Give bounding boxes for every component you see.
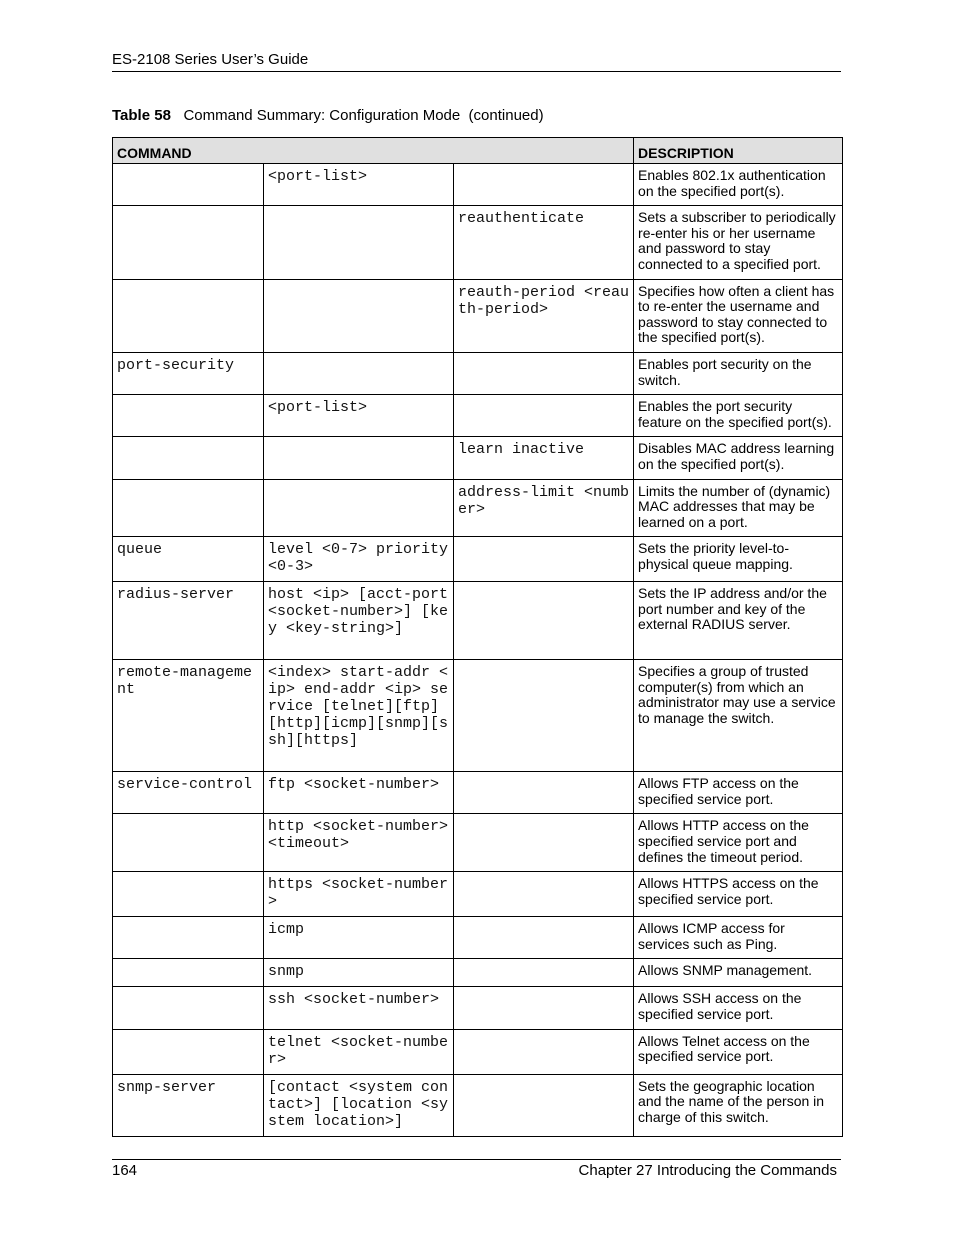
argument-cell: telnet <socket-number> [264,1029,454,1074]
subcommand-cell [454,987,634,1029]
subcommand-cell [454,917,634,959]
table-row [113,917,843,959]
description-cell: Limits the number of (dynamic) MAC addresses that may be learned on a port. [634,479,843,537]
subcommand-cell [454,164,634,206]
table-row [113,872,843,917]
argument-cell [264,479,454,537]
table-row [113,1029,843,1074]
table-row [113,352,843,394]
table-row [113,582,843,660]
argument-cell [264,206,454,279]
subcommand-cell: reauthenticate [454,206,634,279]
command-cell: port-security [113,352,264,394]
table-row [113,537,843,582]
command-cell: service-control [113,772,264,814]
description-cell: Sets the priority level-to-physical queue mapping. [634,537,843,582]
description-cell: Enables the port security feature on the specified port(s). [634,395,843,437]
command-summary-table [112,137,843,1137]
subcommand-cell: learn inactive [454,437,634,479]
argument-cell: level <0-7> priority <0-3> [264,537,454,582]
argument-cell: icmp [264,917,454,959]
subcommand-cell [454,395,634,437]
argument-cell: <port-list> [264,164,454,206]
argument-cell: http <socket-number> <timeout> [264,814,454,872]
table-caption [112,107,544,124]
table-caption-label: Table 58 [112,107,171,124]
command-cell [113,206,264,279]
command-cell: radius-server [113,582,264,660]
command-cell [113,395,264,437]
subcommand-cell [454,1029,634,1074]
table-row [113,437,843,479]
description-cell: Enables 802.1x authentication on the specified port(s). [634,164,843,206]
argument-cell: snmp [264,959,454,987]
argument-cell: <index> start-addr <ip> end-addr <ip> service [telnet][ftp][http][icmp][snmp][ssh][https] [264,660,454,772]
command-cell: remote-management [113,660,264,772]
description-cell: Allows ICMP access for services such as Ping. [634,917,843,959]
table-row [113,959,843,987]
description-cell: Allows Telnet access on the specified service port. [634,1029,843,1074]
description-cell: Disables MAC address learning on the specified port(s). [634,437,843,479]
header-rule [112,71,841,72]
table-row [113,279,843,352]
running-header: ES-2108 Series User’s Guide [112,51,309,68]
argument-cell [264,279,454,352]
subcommand-cell: reauth-period <reauth-period> [454,279,634,352]
description-cell: Specifies how often a client has to re-enter the username and password to stay connected to the specified port(s). [634,279,843,352]
argument-cell: <port-list> [264,395,454,437]
description-cell: Allows SSH access on the specified service port. [634,987,843,1029]
argument-cell [264,437,454,479]
table-row [113,660,843,772]
command-cell [113,987,264,1029]
subcommand-cell: address-limit <number> [454,479,634,537]
description-cell: Allows FTP access on the specified service port. [634,772,843,814]
table-row [113,987,843,1029]
description-cell: Enables port security on the switch. [634,352,843,394]
command-cell [113,872,264,917]
footer-rule [112,1159,841,1160]
description-cell: Sets a subscriber to periodically re-enter his or her username and password to stay connected to a specified port. [634,206,843,279]
table-row [113,772,843,814]
command-cell [113,279,264,352]
command-cell [113,479,264,537]
description-cell: Specifies a group of trusted computer(s) from which an administrator may use a service to manage the switch. [634,660,843,772]
argument-cell [264,352,454,394]
chapter-title: Chapter 27 Introducing the Commands [578,1162,837,1179]
subcommand-cell [454,814,634,872]
table-row [113,206,843,279]
command-cell [113,917,264,959]
subcommand-cell [454,582,634,660]
table-body [113,164,843,1137]
description-cell: Sets the geographic location and the name of the person in charge of this switch. [634,1074,843,1136]
command-header: COMMAND [113,138,634,164]
subcommand-cell [454,1074,634,1136]
description-cell: Allows HTTPS access on the specified service port. [634,872,843,917]
table-row [113,164,843,206]
table-row [113,479,843,537]
description-cell: Allows SNMP management. [634,959,843,987]
command-cell [113,164,264,206]
description-cell: Sets the IP address and/or the port number and key of the external RADIUS server. [634,582,843,660]
table-header-row [113,138,843,164]
subcommand-cell [454,959,634,987]
subcommand-cell [454,772,634,814]
description-header: DESCRIPTION [634,138,843,164]
argument-cell: host <ip> [acct-port <socket-number>] [key <key-string>] [264,582,454,660]
subcommand-cell [454,537,634,582]
command-cell [113,437,264,479]
description-cell: Allows HTTP access on the specified service port and defines the timeout period. [634,814,843,872]
command-cell: queue [113,537,264,582]
subcommand-cell [454,352,634,394]
table-row [113,814,843,872]
table-caption-text: Command Summary: Configuration Mode (continued) [183,107,544,124]
command-cell [113,959,264,987]
table-row [113,1074,843,1136]
subcommand-cell [454,660,634,772]
argument-cell: https <socket-number> [264,872,454,917]
argument-cell: [contact <system contact>] [location <system location>] [264,1074,454,1136]
command-cell: snmp-server [113,1074,264,1136]
command-cell [113,814,264,872]
page-number: 164 [112,1162,138,1179]
command-cell [113,1029,264,1074]
subcommand-cell [454,872,634,917]
table-row [113,395,843,437]
argument-cell: ssh <socket-number> [264,987,454,1029]
argument-cell: ftp <socket-number> [264,772,454,814]
